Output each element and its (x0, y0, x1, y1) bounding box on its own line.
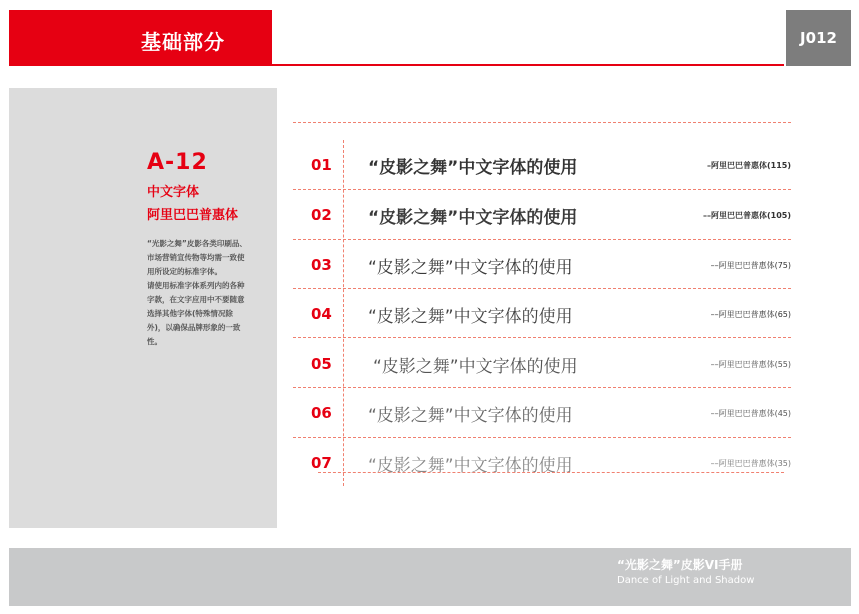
row-number: 02 (311, 206, 332, 224)
font-name: –阿里巴巴普惠体(115) (706, 161, 791, 170)
sidebar-panel (9, 88, 277, 528)
font-sample: “皮影之舞”中文字体的使用 (368, 208, 578, 228)
description-paragraph-2: 请使用标准字体系列内的各种字款，在文字应用中不要随意选择其他字体(特殊情况除外)，以确保品牌形象的一致性。 (147, 281, 245, 346)
row-number: 04 (311, 305, 332, 323)
section-code: A-12 (147, 150, 208, 175)
footer-band (9, 548, 851, 606)
font-name: ––阿里巴巴普惠体(105) (702, 211, 791, 220)
font-name: ––阿里巴巴普惠体(35) (710, 459, 791, 468)
section-title: 中文字体 (147, 185, 200, 200)
header-band (9, 10, 272, 66)
font-row-07 (293, 438, 791, 487)
section-description (147, 237, 247, 349)
font-row-04 (293, 289, 791, 338)
divider-line (293, 122, 791, 123)
row-number: 03 (311, 256, 332, 274)
font-name: ––阿里巴巴普惠体(65) (710, 310, 791, 319)
row-number: 05 (311, 355, 332, 373)
row-number: 07 (311, 454, 332, 472)
footer-title: “光影之舞”皮影VI手册 (617, 558, 743, 572)
footer-subtitle: Dance of Light and Shadow (617, 575, 755, 586)
description-paragraph-1: “光影之舞”皮影各类印刷品、市场营销宣传物等均需一致使用所设定的标准字体。 (147, 239, 247, 276)
font-sample: “皮影之舞”中文字体的使用 (368, 456, 573, 476)
font-row-02 (293, 190, 791, 239)
font-name: ––阿里巴巴普惠体(55) (710, 360, 791, 369)
font-row-06 (293, 388, 791, 437)
font-sample: “皮影之舞”中文字体的使用 (368, 307, 573, 327)
font-row-01 (293, 140, 791, 189)
section-subtitle: 阿里巴巴普惠体 (147, 208, 239, 223)
font-name: ––阿里巴巴普惠体(75) (710, 261, 791, 270)
divider-line (293, 337, 791, 338)
header-title: 基础部分 (141, 30, 225, 54)
font-sample: “皮影之舞”中文字体的使用 (368, 406, 573, 426)
font-sample: “皮影之舞”中文字体的使用 (368, 258, 573, 278)
font-row-05 (293, 339, 791, 388)
font-sample: “皮影之舞”中文字体的使用 (368, 158, 578, 178)
font-sample: “皮影之舞”中文字体的使用 (373, 357, 578, 377)
page-code: J012 (786, 10, 851, 66)
row-number: 06 (311, 404, 332, 422)
divider-line (318, 472, 784, 473)
header-rule (272, 64, 784, 66)
font-name: ––阿里巴巴普惠体(45) (710, 409, 791, 418)
row-number: 01 (311, 156, 332, 174)
font-row-03 (293, 240, 791, 289)
